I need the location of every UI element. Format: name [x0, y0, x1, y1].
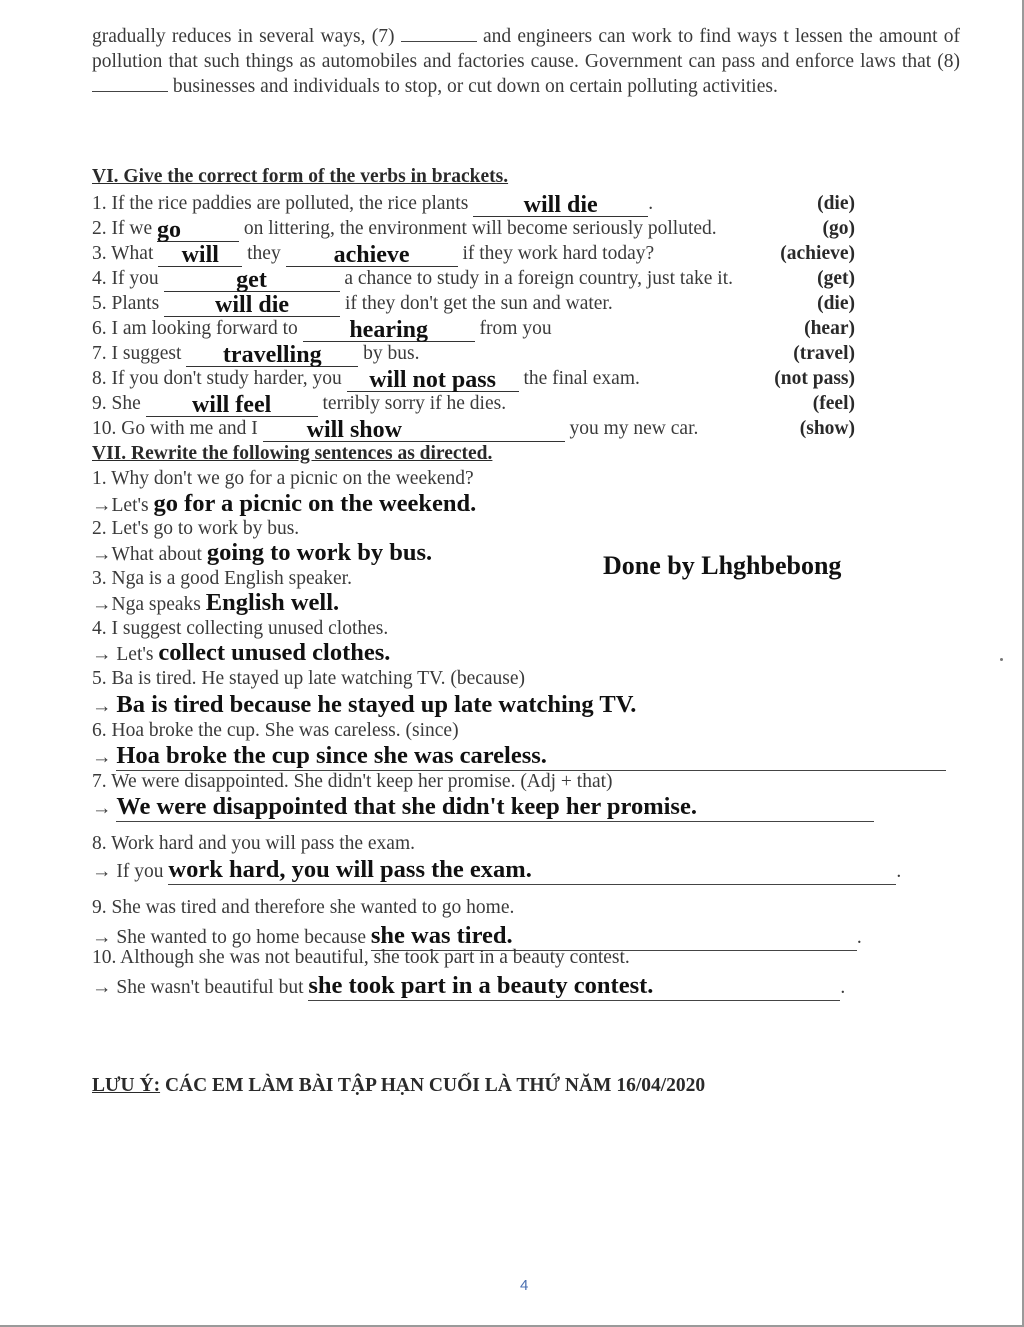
answer: collect unused clothes. — [158, 639, 391, 666]
answer: hearing — [303, 319, 475, 342]
verb-hint: (not pass) — [774, 368, 855, 389]
answer: Ba is tired because he stayed up late watching TV. — [116, 691, 637, 718]
item-text: . — [648, 193, 654, 214]
section-7-title: VII. Rewrite the following sentences as directed. — [92, 443, 493, 464]
note-label: LƯU Ý: — [92, 1075, 161, 1096]
answer: go for a picnic on the weekend. — [153, 490, 477, 517]
verb-hint: (go) — [822, 218, 855, 239]
answer: Hoa broke the cup since she was careless. — [116, 742, 946, 771]
answer: will — [158, 244, 242, 267]
item-text: 6. I am looking forward to — [92, 318, 303, 339]
rewrite-answer-8 — [92, 856, 901, 885]
answer: get — [164, 269, 340, 292]
item-text: if they work hard today? — [457, 243, 655, 264]
item-text: you my new car. — [564, 418, 699, 439]
verb-hint: (get) — [817, 268, 855, 289]
item-text: they — [242, 243, 286, 264]
deadline-note — [92, 1075, 705, 1097]
answer: will die — [473, 194, 648, 217]
item-text: 10. Go with me and I — [92, 418, 263, 439]
item-text: 5. Plants — [92, 293, 165, 314]
rewrite-question-6: 6. Hoa broke the cup. She was careless. (since) — [92, 720, 459, 741]
item-text: a chance to study in a foreign country, just take it. — [339, 268, 733, 289]
verb-hint: (feel) — [812, 393, 855, 414]
item-text: terribly sorry if he dies. — [317, 393, 507, 414]
verb-item-4 — [92, 268, 855, 293]
rewrite-question-4: 4. I suggest collecting unused clothes. — [92, 618, 389, 639]
verb-hint: (hear) — [804, 318, 855, 339]
answer-prefix: → — [92, 696, 117, 717]
item-text: from you — [474, 318, 552, 339]
rewrite-question-1: 1. Why don't we go for a picnic on the weekend? — [92, 468, 474, 489]
answer: going to work by bus. — [206, 539, 433, 566]
item-text: 7. I suggest — [92, 343, 187, 364]
verb-item-9 — [92, 393, 855, 418]
blank-8 — [92, 75, 168, 92]
answer: she took part in a beauty contest. — [308, 972, 840, 1001]
answer: English well. — [205, 589, 340, 616]
rewrite-question-9: 9. She was tired and therefore she wanted to go home. — [92, 897, 515, 918]
item-text: 1. If the rice paddies are polluted, the rice plants — [92, 193, 474, 214]
answer: work hard, you will pass the exam. — [168, 856, 896, 885]
answer-prefix: →Nga speaks — [92, 594, 206, 615]
answer: go — [157, 219, 239, 242]
item-text: by bus. — [358, 343, 420, 364]
verb-item-1 — [92, 193, 855, 218]
intro-part-3: businesses and individuals to stop, or cut down on certain polluting activities. — [172, 76, 778, 97]
item-text: if they don't get the sun and water. — [340, 293, 613, 314]
rewrite-answer-1 — [92, 490, 476, 518]
item-text: the final exam. — [518, 368, 640, 389]
answer-prefix: → Let's — [92, 644, 159, 665]
rewrite-question-2: 2. Let's go to work by bus. — [92, 518, 300, 539]
answer: will not pass — [347, 369, 519, 392]
verb-item-5 — [92, 293, 855, 318]
verb-hint: (die) — [817, 193, 855, 214]
rewrite-question-7: 7. We were disappointed. She didn't keep her promise. (Adj + that) — [92, 771, 613, 792]
signature: Done by Lhghbebong — [603, 551, 842, 580]
answer-prefix: →What about — [92, 544, 207, 565]
answer: achieve — [286, 244, 458, 267]
item-text: 4. If you — [92, 268, 164, 289]
verb-hint: (achieve) — [780, 243, 855, 264]
section-6-title: VI. Give the correct form of the verbs in brackets. — [92, 166, 509, 187]
item-text: 3. What — [92, 243, 159, 264]
intro-part-2: and engineers can work to find ways t lessen the amount of pollution that such things as automobiles and factories cause. Government can pass and enforce laws that (8) — [92, 26, 961, 72]
rewrite-answer-6 — [92, 742, 946, 771]
rewrite-answer-3 — [92, 589, 339, 617]
answer: We were disappointed that she didn't keep her promise. — [116, 793, 874, 822]
rewrite-answer-10 — [92, 972, 845, 1001]
rewrite-answer-2 — [92, 539, 432, 567]
stray-mark — [1000, 658, 1003, 661]
intro-paragraph — [92, 24, 960, 99]
rewrite-answer-4 — [92, 639, 390, 667]
intro-part-1: gradually reduces in several ways, (7) — [92, 26, 395, 47]
answer: she was tired. — [371, 922, 857, 951]
verb-hint: (show) — [799, 418, 855, 439]
answer-prefix: → If you — [92, 861, 169, 882]
rewrite-question-10: 10. Although she was not beautiful, she took part in a beauty contest. — [92, 947, 630, 968]
page-number: 4 — [520, 1277, 529, 1294]
verb-item-10 — [92, 418, 855, 443]
rewrite-question-8: 8. Work hard and you will pass the exam. — [92, 833, 416, 854]
answer: will feel — [146, 394, 318, 417]
answer-prefix: → — [92, 747, 117, 768]
rewrite-question-5: 5. Ba is tired. He stayed up late watching TV. (because) — [92, 668, 526, 689]
answer-prefix: → — [92, 798, 117, 819]
item-text: 2. If we — [92, 218, 157, 239]
blank-7 — [401, 25, 477, 42]
answer-prefix: → She wasn't beautiful but — [92, 977, 309, 998]
verb-item-3 — [92, 243, 855, 268]
verb-item-7 — [92, 343, 855, 368]
answer: will show — [263, 419, 565, 442]
answer: will die — [164, 294, 340, 317]
verb-hint: (travel) — [793, 343, 855, 364]
trailing-dot: . — [840, 977, 846, 998]
item-text: 8. If you don't study harder, you — [92, 368, 347, 389]
verb-hint: (die) — [817, 293, 855, 314]
item-text: 9. She — [92, 393, 146, 414]
verb-item-2 — [92, 218, 855, 243]
verb-item-6 — [92, 318, 855, 343]
item-text: on littering, the environment will become seriously polluted. — [238, 218, 717, 239]
answer-prefix: → She wanted to go home because — [92, 927, 371, 948]
verb-item-8 — [92, 368, 855, 393]
trailing-dot: . — [896, 861, 902, 882]
rewrite-answer-7 — [92, 793, 874, 822]
answer-prefix: →Let's — [92, 495, 154, 516]
trailing-dot: . — [856, 927, 862, 948]
answer: travelling — [186, 344, 358, 367]
rewrite-answer-5 — [92, 691, 636, 719]
rewrite-question-3: 3. Nga is a good English speaker. — [92, 568, 352, 589]
note-text: CÁC EM LÀM BÀI TẬP HẠN CUỐI LÀ THỨ NĂM 16/04/2020 — [160, 1075, 706, 1096]
